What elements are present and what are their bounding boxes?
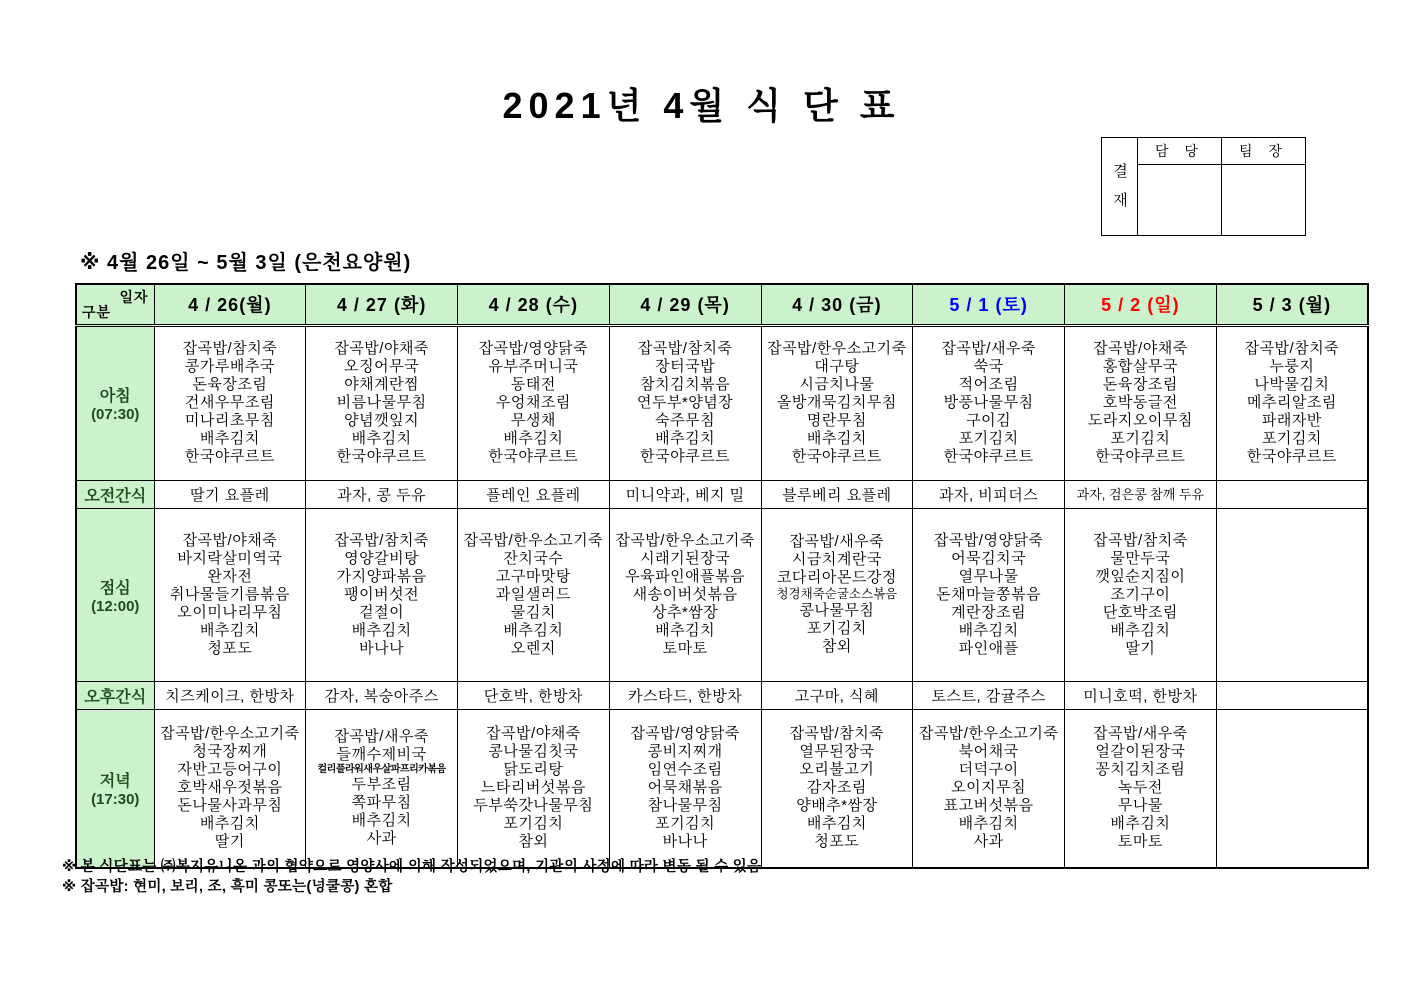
menu-item: 쑥국 xyxy=(973,358,1004,375)
menu-cell xyxy=(761,709,913,868)
menu-cell xyxy=(458,508,610,681)
menu-item: 배추김치 xyxy=(655,621,716,639)
menu-item: 한국야쿠르트 xyxy=(184,448,275,465)
menu-item: 잡곡밥/새우죽 xyxy=(1093,725,1188,743)
menu-cell-stack xyxy=(762,339,913,467)
menu-item: 잡곡밥/야채죽 xyxy=(1093,340,1188,357)
menu-item: 팽이버섯전 xyxy=(344,585,420,603)
snack-item: 카스타드, 한방차 xyxy=(627,687,743,705)
menu-cell xyxy=(761,480,913,508)
day-header-4: 4 / 30 (금) xyxy=(761,284,913,325)
snack-item: 플레인 요플레 xyxy=(486,486,581,504)
menu-cell xyxy=(1065,709,1217,868)
approval-sign-cell-teamjang xyxy=(1222,165,1306,236)
menu-item: 토마토 xyxy=(662,639,708,657)
menu-item: 바나나 xyxy=(359,639,405,657)
menu-cell-stack xyxy=(155,531,306,659)
menu-cell-stack xyxy=(1065,531,1216,659)
snack-item: 미니호떡, 한방차 xyxy=(1083,687,1198,705)
menu-item: 잡곡밥/야채죽 xyxy=(486,725,581,743)
row-label-text: 아침 xyxy=(99,388,131,405)
menu-item: 청포도 xyxy=(207,639,253,657)
menu-item: 도라지오이무침 xyxy=(1087,412,1193,429)
menu-item: 배추김치 xyxy=(199,430,260,447)
menu-item: 무나물 xyxy=(1117,797,1163,815)
menu-cell-stack xyxy=(306,339,457,467)
footnote-grains: ※ 잡곡밥: 현미, 보리, 조, 흑미 콩또는(넝쿨콩) 혼합 xyxy=(62,878,393,895)
menu-item: 영양갈비탕 xyxy=(344,549,420,567)
menu-item: 깻잎순지짐이 xyxy=(1095,567,1186,585)
row-label-text: 오전간식 xyxy=(84,487,147,505)
menu-cell-stack xyxy=(1217,594,1367,596)
menu-item: 오징어무국 xyxy=(344,358,420,375)
row-label-time: (17:30) xyxy=(91,791,140,809)
menu-item: 과일샐러드 xyxy=(495,585,571,603)
menu-item: 계란장조림 xyxy=(951,603,1027,621)
menu-item: 잡곡밥/한우소고기죽 xyxy=(918,725,1059,743)
menu-item: 북어채국 xyxy=(958,743,1019,761)
menu-item: 오이지무침 xyxy=(951,779,1027,797)
row-label-4 xyxy=(76,709,154,868)
menu-cell xyxy=(609,508,761,681)
menu-item: 잡곡밥/한우소고기죽 xyxy=(767,340,907,357)
menu-item: 배추김치 xyxy=(806,815,867,833)
menu-item: 잡곡밥/새우죽 xyxy=(334,728,429,746)
menu-cell xyxy=(761,325,913,480)
menu-item: 동태전 xyxy=(510,376,556,393)
day-header-5: 5 / 1 (토) xyxy=(913,284,1065,325)
menu-cell xyxy=(1216,480,1368,508)
day-header-6: 5 / 2 (일) xyxy=(1065,284,1217,325)
menu-item: 파래자반 xyxy=(1261,412,1322,429)
menu-item: 돈채마늘쫑볶음 xyxy=(936,585,1042,603)
menu-item: 감자조림 xyxy=(806,779,867,797)
menu-item: 참나물무침 xyxy=(647,797,723,815)
menu-item: 잡곡밥/영양닭죽 xyxy=(478,340,589,357)
menu-item: 장터국밥 xyxy=(655,358,716,375)
menu-cell xyxy=(154,709,306,868)
menu-cell xyxy=(609,480,761,508)
row-label-time: (07:30) xyxy=(91,406,140,423)
menu-item: 배추김치 xyxy=(351,812,412,830)
menu-cell xyxy=(1216,325,1368,480)
menu-item: 건새우무조림 xyxy=(184,394,275,411)
menu-item: 콩비지찌개 xyxy=(647,743,723,761)
menu-cell xyxy=(913,681,1065,709)
menu-item: 열무된장국 xyxy=(799,743,875,761)
menu-item: 두부쑥갓나물무침 xyxy=(473,797,594,815)
menu-item: 어묵채볶음 xyxy=(647,779,723,797)
menu-item: 미나리초무침 xyxy=(184,412,275,429)
menu-item: 파인애플 xyxy=(958,639,1019,657)
menu-item: 구이김 xyxy=(966,412,1012,429)
menu-item: 숙주무침 xyxy=(655,412,716,429)
menu-item: 호박새우젓볶음 xyxy=(177,779,283,797)
menu-cell xyxy=(306,325,458,480)
menu-cell xyxy=(761,508,913,681)
menu-item: 잡곡밥/영양닭죽 xyxy=(630,725,740,743)
corner-date-label: 일자 xyxy=(119,289,149,305)
menu-item: 청포도 xyxy=(814,833,860,851)
menu-item: 호박동글전 xyxy=(1102,394,1178,411)
menu-cell-stack xyxy=(610,339,761,467)
snack-item: 과자, 콩 두유 xyxy=(337,486,427,504)
menu-item: 바지락살미역국 xyxy=(177,549,283,567)
menu-item: 배추김치 xyxy=(958,815,1019,833)
menu-item: 잡곡밥/야채죽 xyxy=(334,340,429,357)
menu-cell-stack xyxy=(1217,339,1367,467)
menu-item: 한국야쿠르트 xyxy=(1095,448,1186,465)
menu-item: 사과 xyxy=(973,833,1004,851)
menu-item: 한국야쿠르트 xyxy=(1246,448,1337,465)
page-title: 2021년 4월 식 단 표 xyxy=(502,85,901,126)
menu-item: 바나나 xyxy=(662,833,708,851)
menu-item: 콩나물김칫국 xyxy=(488,743,579,761)
menu-cell xyxy=(306,709,458,868)
menu-item: 나박물김치 xyxy=(1254,376,1330,393)
menu-item: 표고버섯볶음 xyxy=(943,797,1034,815)
menu-item: 얼갈이된장국 xyxy=(1095,743,1186,761)
snack-item: 블루베리 요플레 xyxy=(782,486,892,504)
menu-item: 우엉채조림 xyxy=(495,394,571,411)
menu-cell-stack xyxy=(913,724,1064,852)
menu-item: 어묵김치국 xyxy=(951,549,1027,567)
menu-item: 잡곡밥/한우소고기죽 xyxy=(615,531,755,549)
row-label-3 xyxy=(76,681,154,709)
snack-item: 미니약과, 베지 밀 xyxy=(625,486,745,504)
approval-sign-cell-damdang xyxy=(1138,165,1222,236)
snack-item: 토스트, 감귤주스 xyxy=(931,687,1046,705)
menu-item: 잔치국수 xyxy=(503,549,564,567)
menu-cell xyxy=(1065,480,1217,508)
menu-item: 시금치나물 xyxy=(799,376,875,393)
menu-item: 배추김치 xyxy=(1110,815,1171,833)
menu-item: 물김치 xyxy=(510,603,556,621)
menu-cell-stack xyxy=(155,724,306,852)
menu-item: 겉절이 xyxy=(359,603,405,621)
menu-item: 오렌지 xyxy=(510,639,556,657)
menu-item: 조기구이 xyxy=(1110,585,1171,603)
corner-cell xyxy=(76,284,154,325)
menu-cell xyxy=(154,325,306,480)
menu-cell-stack xyxy=(458,339,609,467)
menu-item: 배추김치 xyxy=(806,430,867,447)
footnotes xyxy=(62,858,761,897)
menu-item: 두부조림 xyxy=(351,776,412,794)
menu-item: 홍합살무국 xyxy=(1102,358,1178,375)
menu-item: 포기김치 xyxy=(958,430,1019,447)
menu-item: 한국야쿠르트 xyxy=(488,448,579,465)
menu-item: 시금치계란국 xyxy=(791,551,882,568)
menu-item: 완자전 xyxy=(207,567,253,585)
row-label-text: 저녁 xyxy=(99,773,131,791)
row-label-1 xyxy=(76,480,154,508)
menu-cell xyxy=(913,480,1065,508)
menu-item: 올방개묵김치무침 xyxy=(776,394,897,411)
menu-item: 양념깻잎지 xyxy=(344,412,420,429)
menu-item: 연두부*양념장 xyxy=(636,394,734,411)
menu-item: 잡곡밥/새우죽 xyxy=(941,340,1036,357)
approval-box xyxy=(1101,137,1306,236)
menu-cell xyxy=(609,325,761,480)
menu-cell-stack xyxy=(913,531,1064,659)
menu-cell xyxy=(913,709,1065,868)
snack-item: 딸기 요플레 xyxy=(190,486,270,504)
menu-item: 적어조림 xyxy=(958,376,1019,393)
row-label-text: 오후간식 xyxy=(84,688,147,706)
menu-item: 배추김치 xyxy=(351,430,412,447)
menu-item: 유부주머니국 xyxy=(488,358,579,375)
approval-col-damdang: 담 당 xyxy=(1138,138,1222,165)
menu-item: 취나물들기름볶음 xyxy=(169,585,290,603)
menu-cell-stack xyxy=(458,724,609,852)
menu-cell-stack xyxy=(610,724,761,852)
approval-col-teamjang: 팀 장 xyxy=(1222,138,1306,165)
menu-cell xyxy=(154,480,306,508)
day-header-7: 5 / 3 (월) xyxy=(1216,284,1368,325)
menu-header-row xyxy=(76,284,1368,325)
menu-item: 배추김치 xyxy=(503,621,564,639)
menu-item: 오이미나리무침 xyxy=(177,603,283,621)
menu-item: 단호박조림 xyxy=(1102,603,1178,621)
menu-item: 명란무침 xyxy=(806,412,867,429)
menu-item: 임연수조림 xyxy=(647,761,723,779)
menu-item: 돈나물사과무침 xyxy=(177,797,283,815)
snack-item: 과자, 비피더스 xyxy=(938,486,1039,504)
menu-cell xyxy=(458,325,610,480)
menu-table-body xyxy=(76,325,1368,868)
menu-cell xyxy=(306,681,458,709)
footnote-agreement: ※ 본 식단표는 ㈜복지유니온 과의 협약으로 영양사에 의해 작성되었으며, 기관의 사정에 따라 변동 될 수 있음 xyxy=(62,859,762,875)
menu-cell xyxy=(1216,681,1368,709)
menu-cell-stack xyxy=(1217,787,1367,789)
menu-cell xyxy=(1216,709,1368,868)
menu-cell-stack xyxy=(762,724,913,852)
menu-cell-stack xyxy=(1065,724,1216,852)
menu-item: 배추김치 xyxy=(199,815,260,833)
menu-cell xyxy=(761,681,913,709)
menu-item: 포기김치 xyxy=(503,815,564,833)
menu-item: 잡곡밥/참치죽 xyxy=(637,340,733,357)
menu-table xyxy=(75,283,1369,869)
day-header-2: 4 / 28 (수) xyxy=(458,284,610,325)
menu-item: 콩나물무침 xyxy=(799,602,875,619)
menu-cell xyxy=(609,681,761,709)
menu-item: 배추김치 xyxy=(503,430,564,447)
menu-cell-stack xyxy=(1065,339,1216,467)
menu-item: 잡곡밥/야채죽 xyxy=(182,531,278,549)
row-label-text: 점심 xyxy=(99,579,131,597)
menu-item: 포기김치 xyxy=(1110,430,1171,447)
menu-cell xyxy=(458,480,610,508)
menu-item: 배추김치 xyxy=(351,621,412,639)
menu-item: 사과 xyxy=(366,830,397,848)
menu-item: 청국장찌개 xyxy=(192,743,268,761)
menu-cell-stack xyxy=(306,531,457,659)
menu-cell xyxy=(1065,325,1217,480)
menu-item: 토마토 xyxy=(1117,833,1163,851)
menu-item: 잡곡밥/영양닭죽 xyxy=(933,531,1044,549)
day-header-3: 4 / 29 (목) xyxy=(609,284,761,325)
menu-item: 한국야쿠르트 xyxy=(640,448,731,465)
menu-item: 고구마맛탕 xyxy=(495,567,571,585)
menu-item: 시래기된장국 xyxy=(640,549,731,567)
menu-item: 콩가루배추국 xyxy=(184,358,275,375)
snack-item: 단호박, 한방차 xyxy=(483,687,584,705)
menu-item: 포기김치 xyxy=(1261,430,1322,447)
menu-item: 상추*쌈장 xyxy=(651,603,719,621)
menu-item: 대구탕 xyxy=(814,358,860,375)
corner-category-label: 구분 xyxy=(82,303,112,320)
row-label-2 xyxy=(76,508,154,681)
menu-cell xyxy=(154,681,306,709)
menu-item: 한국야쿠르트 xyxy=(943,448,1034,465)
menu-item: 오리불고기 xyxy=(799,761,875,779)
menu-item: 더덕구이 xyxy=(958,761,1019,779)
menu-item: 잡곡밥/참치죽 xyxy=(334,531,429,549)
menu-cell xyxy=(1065,508,1217,681)
menu-cell xyxy=(306,508,458,681)
menu-item: 잡곡밥/참치죽 xyxy=(789,725,885,743)
approval-stamp-label: 결재 xyxy=(1102,138,1138,236)
menu-item: 가지양파볶음 xyxy=(336,567,427,585)
menu-item: 느타리버섯볶음 xyxy=(480,779,586,797)
menu-item: 배추김치 xyxy=(1110,621,1171,639)
menu-cell-stack xyxy=(913,339,1064,467)
menu-item: 한국야쿠르트 xyxy=(791,448,882,465)
menu-cell xyxy=(913,508,1065,681)
menu-cell xyxy=(458,709,610,868)
menu-item: 컬리플라워새우살파프리카볶음 xyxy=(317,764,446,776)
snack-item: 치즈케이크, 한방차 xyxy=(165,687,295,705)
menu-row-오전간식 xyxy=(76,480,1368,508)
menu-cell-stack xyxy=(458,531,609,659)
menu-item: 메추리알조림 xyxy=(1246,394,1337,411)
menu-cell xyxy=(609,709,761,868)
menu-item: 코다리아몬드강정 xyxy=(776,569,897,586)
menu-item: 들깨수제비국 xyxy=(336,746,427,764)
menu-row-점심 xyxy=(76,508,1368,681)
menu-item: 돈육장조림 xyxy=(192,376,268,393)
menu-item: 꽁치김치조림 xyxy=(1095,761,1186,779)
menu-item: 무생채 xyxy=(510,412,556,429)
menu-item: 잡곡밥/새우죽 xyxy=(789,533,885,550)
menu-item: 잡곡밥/한우소고기죽 xyxy=(160,725,300,743)
menu-item: 야채계란찜 xyxy=(344,376,420,393)
menu-item: 물만두국 xyxy=(1110,549,1171,567)
menu-item: 딸기 xyxy=(1125,639,1156,657)
menu-item: 방풍나물무침 xyxy=(943,394,1034,411)
menu-row-오후간식 xyxy=(76,681,1368,709)
menu-item: 배추김치 xyxy=(199,621,260,639)
menu-item: 청경채죽순굴소스볶음 xyxy=(776,587,898,601)
menu-item: 우육파인애플볶음 xyxy=(625,567,746,585)
day-header-1: 4 / 27 (화) xyxy=(306,284,458,325)
menu-item: 참치김치볶음 xyxy=(640,376,731,393)
menu-item: 잡곡밥/참치죽 xyxy=(1244,340,1340,357)
menu-item: 포기김치 xyxy=(806,620,867,637)
menu-cell-stack xyxy=(610,531,761,659)
period-subtitle: ※ 4월 26일 ~ 5월 3일 (은천요양원) xyxy=(80,252,412,274)
menu-item: 녹두전 xyxy=(1117,779,1163,797)
snack-item: 고구마, 식혜 xyxy=(794,687,880,705)
menu-cell xyxy=(154,508,306,681)
menu-item: 딸기 xyxy=(214,833,245,851)
row-label-time: (12:00) xyxy=(91,597,140,615)
menu-item: 배추김치 xyxy=(655,430,716,447)
menu-item: 포기김치 xyxy=(655,815,716,833)
menu-cell-stack xyxy=(155,339,306,467)
menu-cell-stack xyxy=(762,532,913,657)
menu-item: 한국야쿠르트 xyxy=(336,448,427,465)
menu-cell xyxy=(458,681,610,709)
day-header-0: 4 / 26(월) xyxy=(154,284,306,325)
menu-item: 새송이버섯볶음 xyxy=(632,585,738,603)
menu-item: 배추김치 xyxy=(958,621,1019,639)
menu-item: 돈육장조림 xyxy=(1102,376,1178,393)
snack-item: 감자, 복숭아주스 xyxy=(324,687,439,705)
menu-item: 참외 xyxy=(518,833,549,851)
menu-item: 자반고등어구이 xyxy=(177,761,283,779)
menu-cell xyxy=(306,480,458,508)
snack-item: 과자, 검은콩 참깨 두유 xyxy=(1076,487,1205,502)
menu-item: 양배추*쌈장 xyxy=(796,797,878,815)
menu-cell-stack xyxy=(306,727,457,849)
menu-cell xyxy=(913,325,1065,480)
menu-cell xyxy=(1216,508,1368,681)
menu-item: 잡곡밥/참치죽 xyxy=(1093,531,1188,549)
menu-item: 쪽파무침 xyxy=(351,794,412,812)
menu-item: 잡곡밥/참치죽 xyxy=(182,340,278,357)
menu-item: 잡곡밥/한우소고기죽 xyxy=(463,531,604,549)
menu-row-저녁 xyxy=(76,709,1368,868)
menu-cell xyxy=(1065,681,1217,709)
menu-item: 닭도리탕 xyxy=(503,761,564,779)
menu-item: 열무나물 xyxy=(958,567,1019,585)
menu-item: 참외 xyxy=(821,638,852,655)
menu-item: 비름나물무침 xyxy=(336,394,427,411)
row-label-0 xyxy=(76,325,154,480)
menu-item: 누룽지 xyxy=(1269,358,1315,375)
menu-row-아침 xyxy=(76,325,1368,480)
